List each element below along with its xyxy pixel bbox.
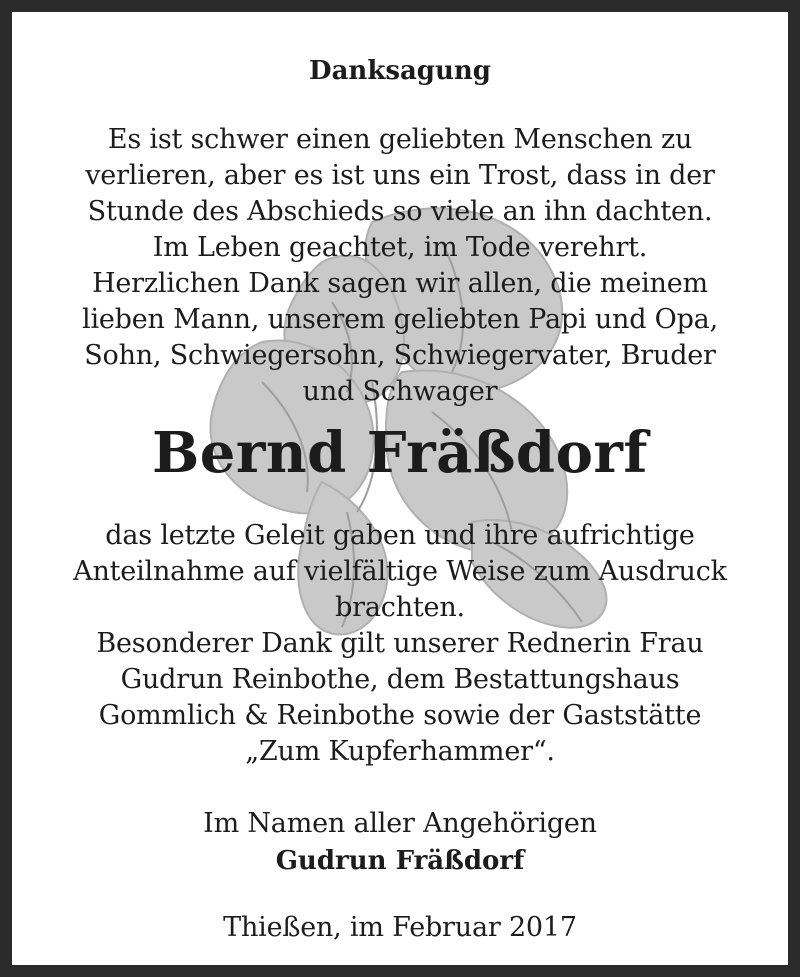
place-date: Thießen, im Februar 2017: [223, 912, 577, 943]
paragraph2-line: Besonderer Dank gilt unserer Rednerin Frau: [96, 628, 704, 659]
paragraph1-line: Es ist schwer einen geliebten Menschen zu: [107, 124, 693, 155]
paragraph1-line: Sohn, Schwiegersohn, Schwiegervater, Bruder: [84, 340, 716, 371]
paragraph2-line: Gudrun Reinbothe, dem Bestattungshaus: [120, 664, 680, 695]
paragraph2-line: „Zum Kupferhammer“.: [245, 736, 555, 767]
paragraph1-line: und Schwager: [302, 376, 498, 407]
closing-line: Im Namen aller Angehörigen: [203, 808, 597, 839]
paragraph1-line: verlieren, aber es ist uns ein Trost, dass in der: [85, 160, 715, 191]
notice-heading: Danksagung: [309, 56, 491, 86]
deceased-name: Bernd Fräßdorf: [151, 420, 649, 486]
signer-name: Gudrun Fräßdorf: [275, 846, 525, 876]
paragraph1-line: Stunde des Abschieds so viele an ihn dachten.: [87, 196, 713, 227]
paragraph1-line: lieben Mann, unserem geliebten Papi und Opa,: [82, 304, 718, 335]
paragraph1-line: Im Leben geachtet, im Tode verehrt.: [152, 232, 648, 263]
paragraph2-line: Gommlich & Reinbothe sowie der Gaststätte: [98, 700, 702, 731]
paragraph2-line: brachten.: [335, 592, 465, 623]
paragraph2-line: das letzte Geleit gaben und ihre aufrichtige: [105, 520, 695, 551]
paragraph2-line: Anteilnahme auf vielfältige Weise zum Ausdruck: [73, 556, 727, 587]
paragraph1-line: Herzlichen Dank sagen wir allen, die meinem: [92, 268, 708, 299]
